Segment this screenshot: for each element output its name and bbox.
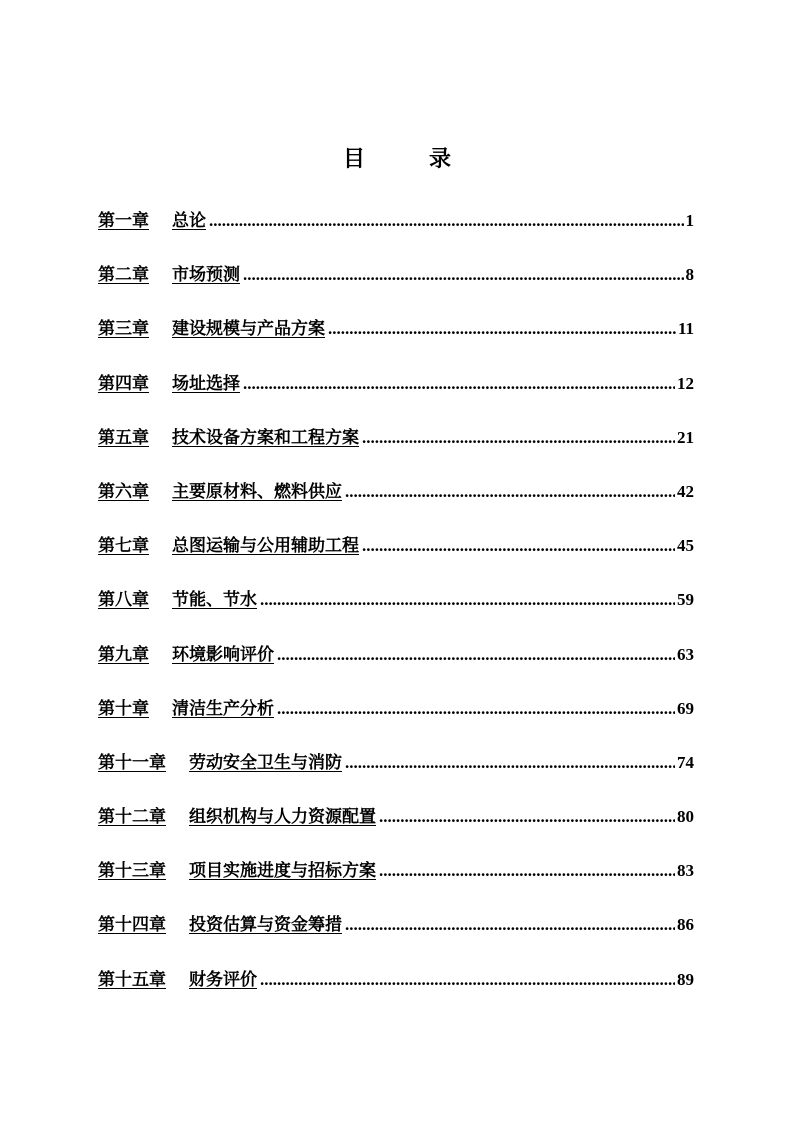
page-title-char-2: 录 <box>429 146 452 172</box>
toc-dot-leader <box>345 753 675 773</box>
toc-chapter-number: 第五章 <box>98 427 149 448</box>
toc-dot-leader <box>379 807 675 827</box>
toc-chapter-number: 第十一章 <box>98 752 166 773</box>
toc-dot-leader <box>328 319 676 339</box>
page-title-char-1: 目 <box>342 146 365 172</box>
toc-chapter-title: 节能、节水 <box>172 590 257 611</box>
toc-chapter-number: 第一章 <box>98 211 149 231</box>
toc-entry-link[interactable] <box>98 965 257 990</box>
toc-dot-leader <box>345 482 675 502</box>
toc-entry <box>98 856 694 910</box>
toc-dot-leader <box>362 428 675 448</box>
toc-chapter-title: 清洁生产分析 <box>172 698 274 719</box>
toc-entry <box>98 206 694 260</box>
toc-entry <box>98 369 694 423</box>
toc-chapter-number: 第二章 <box>98 265 149 286</box>
toc-dot-leader <box>345 915 675 935</box>
toc-dot-leader <box>379 861 675 881</box>
toc-dot-leader <box>209 211 684 231</box>
toc-entry-link[interactable] <box>98 910 342 935</box>
toc-page-number: 21 <box>677 427 694 447</box>
toc-page-number: 80 <box>677 807 694 827</box>
toc-page-number: 69 <box>677 698 694 718</box>
toc-entry <box>98 640 694 694</box>
page-title <box>0 142 794 173</box>
toc-entry-link[interactable] <box>98 694 274 719</box>
toc-page-number: 89 <box>677 969 694 989</box>
toc-entry <box>98 314 694 368</box>
toc-dot-leader <box>277 699 675 719</box>
toc-entry-link[interactable] <box>98 802 376 827</box>
toc-chapter-title: 组织机构与人力资源配置 <box>189 807 376 828</box>
toc-entry <box>98 965 694 1019</box>
toc-entry <box>98 260 694 314</box>
toc-page-number: 8 <box>685 265 694 285</box>
toc-chapter-title: 环境影响评价 <box>172 644 274 665</box>
toc-entry <box>98 802 694 856</box>
toc-page-number: 45 <box>677 536 694 556</box>
toc-entry <box>98 477 694 531</box>
toc-page-number: 42 <box>677 481 694 501</box>
toc-entry <box>98 423 694 477</box>
toc-page-number: 12 <box>677 373 694 393</box>
toc-entry-link[interactable] <box>98 260 240 285</box>
toc-entry-link[interactable] <box>98 369 240 394</box>
toc-entry-link[interactable] <box>98 314 325 339</box>
toc-chapter-number: 第三章 <box>98 319 149 340</box>
toc-page-number: 83 <box>677 861 694 881</box>
toc-page-number: 86 <box>677 915 694 935</box>
toc-page-number: 1 <box>685 211 694 230</box>
toc-entry-link[interactable] <box>98 477 342 502</box>
toc-entry <box>98 910 694 964</box>
toc-entry <box>98 531 694 585</box>
toc-chapter-number: 第四章 <box>98 373 149 394</box>
toc-dot-leader <box>362 536 675 556</box>
toc-chapter-title: 劳动安全卫生与消防 <box>189 752 342 773</box>
toc-chapter-title: 技术设备方案和工程方案 <box>172 427 359 448</box>
toc-chapter-title: 总论 <box>172 211 206 231</box>
toc-entry-link[interactable] <box>98 423 359 448</box>
toc-dot-leader <box>277 645 675 665</box>
toc-chapter-title: 总图运输与公用辅助工程 <box>172 536 359 557</box>
toc-dot-leader <box>243 265 684 285</box>
toc-chapter-number: 第九章 <box>98 644 149 665</box>
toc-page-number: 63 <box>677 644 694 664</box>
toc-entry <box>98 585 694 639</box>
toc-chapter-number: 第七章 <box>98 536 149 557</box>
toc-entry-link[interactable] <box>98 531 359 556</box>
toc-chapter-number: 第十二章 <box>98 807 166 828</box>
toc-dot-leader <box>243 374 675 394</box>
toc-entry-link[interactable] <box>98 206 206 231</box>
table-of-contents <box>98 206 694 1019</box>
toc-chapter-number: 第十四章 <box>98 915 166 936</box>
toc-chapter-number: 第八章 <box>98 590 149 611</box>
toc-entry-link[interactable] <box>98 856 376 881</box>
toc-page-number: 11 <box>677 319 694 339</box>
toc-chapter-number: 第十章 <box>98 698 149 719</box>
toc-dot-leader <box>260 590 675 610</box>
toc-chapter-title: 市场预测 <box>172 265 240 286</box>
toc-entry-link[interactable] <box>98 585 257 610</box>
toc-page-number: 74 <box>677 752 694 772</box>
toc-chapter-title: 项目实施进度与招标方案 <box>189 861 376 882</box>
toc-entry-link[interactable] <box>98 748 342 773</box>
toc-entry-link[interactable] <box>98 640 274 665</box>
toc-chapter-title: 财务评价 <box>189 969 257 990</box>
toc-chapter-number: 第十三章 <box>98 861 166 882</box>
toc-page-number: 59 <box>677 590 694 610</box>
toc-dot-leader <box>260 970 675 990</box>
toc-entry <box>98 748 694 802</box>
toc-chapter-title: 场址选择 <box>172 373 240 394</box>
toc-chapter-title: 主要原材料、燃料供应 <box>172 481 342 502</box>
toc-chapter-title: 建设规模与产品方案 <box>172 319 325 340</box>
toc-entry <box>98 694 694 748</box>
toc-chapter-number: 第六章 <box>98 481 149 502</box>
toc-chapter-number: 第十五章 <box>98 969 166 990</box>
toc-chapter-title: 投资估算与资金筹措 <box>189 915 342 936</box>
